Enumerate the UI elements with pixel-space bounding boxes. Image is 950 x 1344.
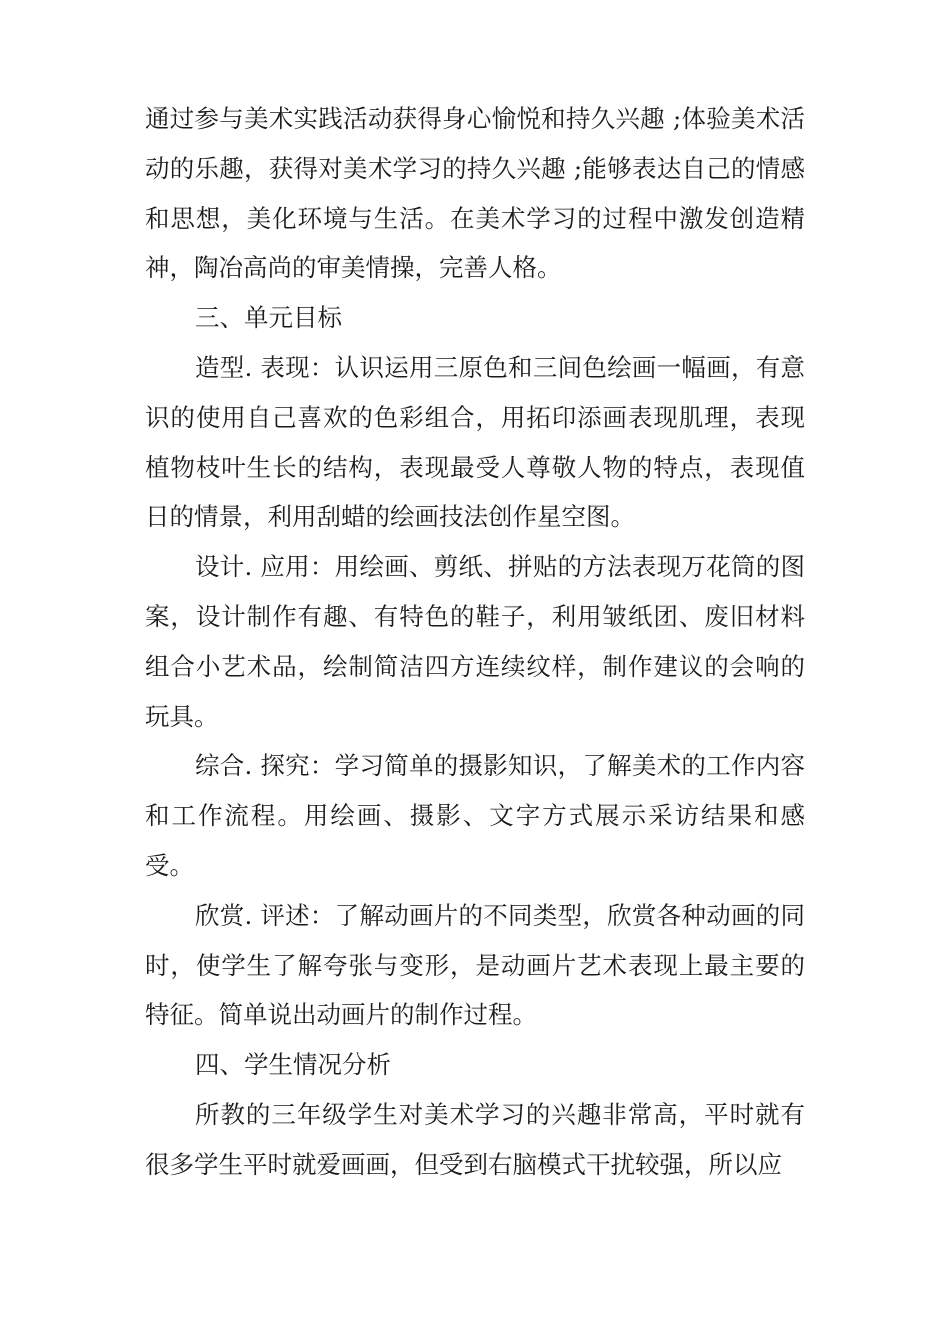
document-page [145,94,805,1190]
paragraph-modeling-expression: 造型. 表现：认识运用三原色和三间色绘画一幅画，有意识的使用自己喜欢的色彩组合，用拓印添画表现肌理，表现植物枝叶生长的结构，表现最受人尊敬人物的特点，表现值日的情景，利用刮蜡的绘画技法创作星空图。 [145,352,805,532]
paragraph-student-analysis: 所教的三年级学生对美术学习的兴趣非常高，平时就有很多学生平时就爱画画，但受到右脑模式干扰较强，所以应 [145,1099,805,1179]
paragraph-synthesis-exploration: 综合. 探究：学习简单的摄影知识，了解美术的工作内容和工作流程。用绘画、摄影、文字方式展示采访结果和感受。 [145,751,805,880]
section-heading-student-analysis: 四、学生情况分析 [195,1050,391,1080]
paragraph-appreciation-review: 欣赏. 评述：了解动画片的不同类型，欣赏各种动画的同时，使学生了解夸张与变形，是动画片艺术表现上最主要的特征。简单说出动画片的制作过程。 [145,900,805,1030]
section-heading-unit-goals: 三、单元目标 [195,303,342,333]
paragraph-goals-continued: 通过参与美术实践活动获得身心愉悦和持久兴趣 ;体验美术活动的乐趣，获得对美术学习的持久兴趣 ;能够表达自己的情感和思想，美化环境与生活。在美术学习的过程中激发创造精神，陶冶高尚的审美情操，完善人格。 [145,104,805,283]
paragraph-design-application: 设计. 应用：用绘画、剪纸、拼贴的方法表现万花筒的图案，设计制作有趣、有特色的鞋子，利用皱纸团、废旧材料组合小艺术品，绘制简洁四方连续纹样，制作建议的会响的玩具。 [145,552,805,731]
